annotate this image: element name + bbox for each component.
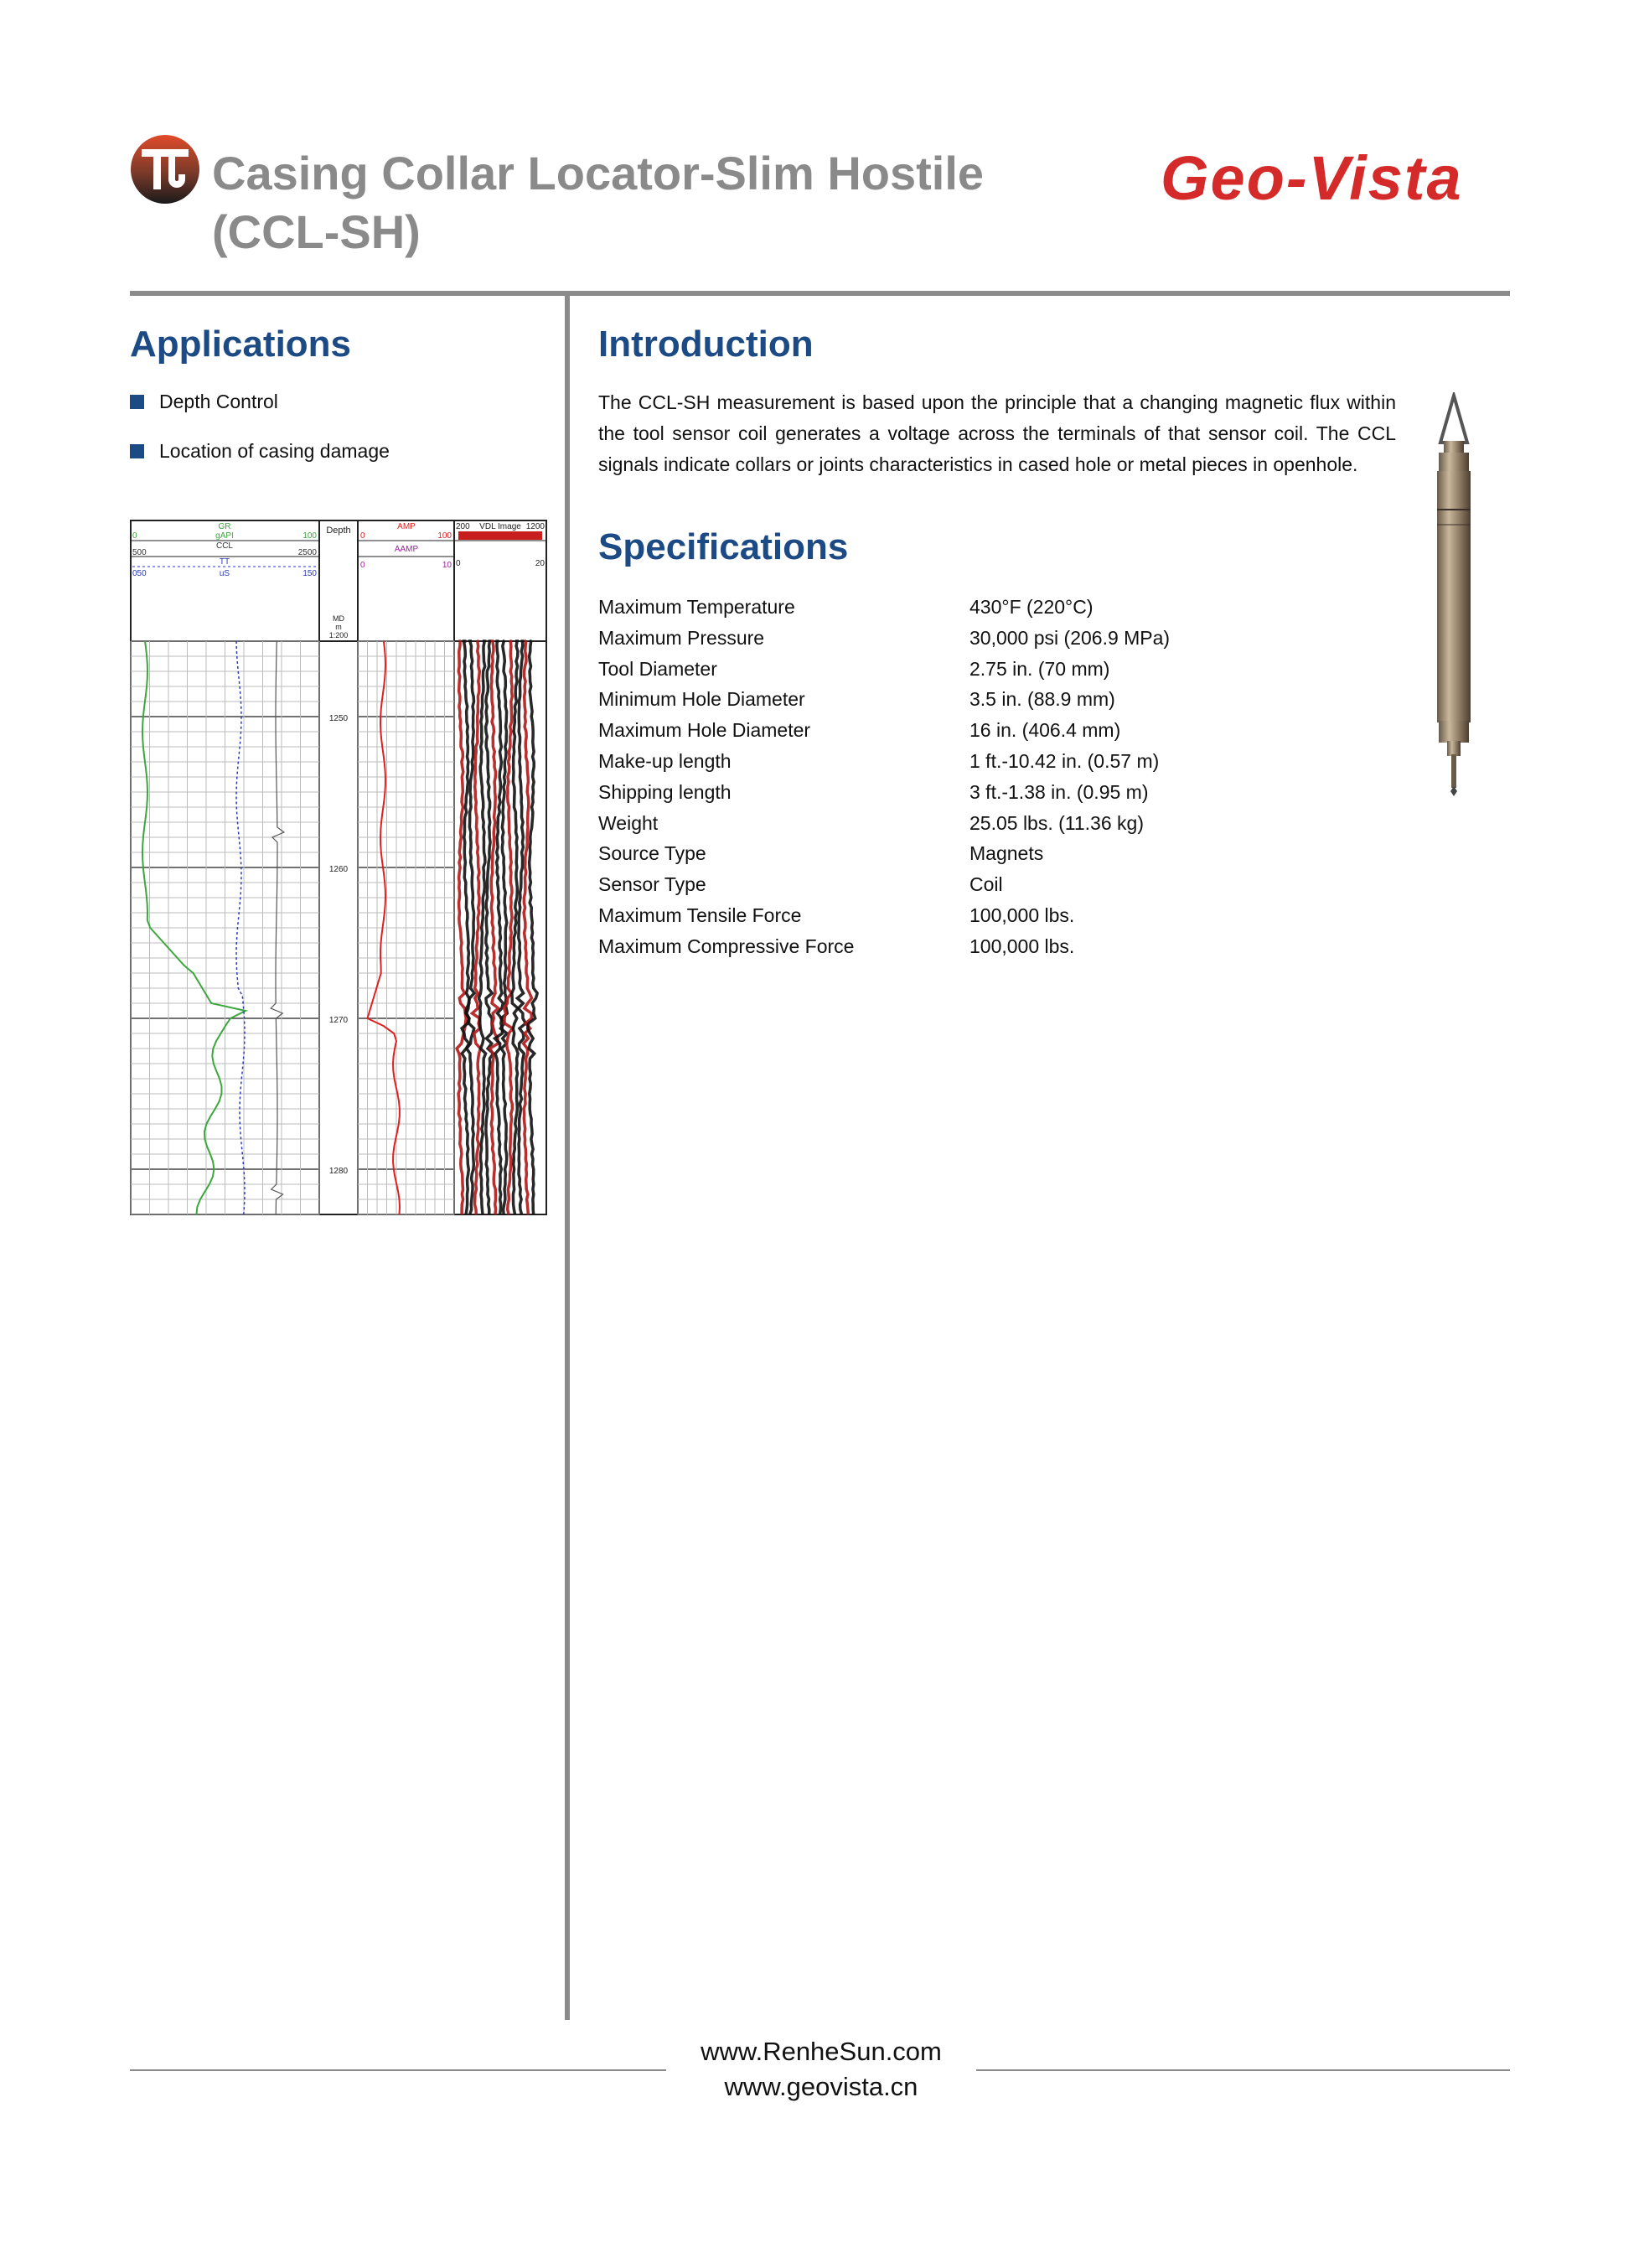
spec-label: Sensor Type [598,873,706,896]
vdl-max: 1200 [525,522,545,531]
column-divider [565,296,570,2020]
spec-value: 25.05 lbs. (11.36 kg) [969,811,1144,834]
spec-label: Maximum Pressure [598,626,765,649]
well-log-chart [130,520,547,1215]
spec-value: 2.75 in. (70 mm) [969,657,1110,680]
page-title [212,144,984,261]
ccl-min: 500 [132,548,147,557]
spec-value: 3.5 in. (88.9 mm) [969,688,1115,711]
aamp-min: 0 [360,561,365,570]
spec-label: Weight [598,811,659,834]
spec-label: Maximum Compressive Force [598,935,855,957]
bullet-square-icon [130,395,144,409]
depth-md: MD [333,614,344,623]
title-line-2: (CCL-SH) [212,205,421,258]
amp-max: 100 [437,531,452,541]
tt-unit: uS [219,569,230,578]
list-item [130,440,390,463]
header-divider [130,291,1510,296]
spec-value: Coil [969,873,1003,896]
spec-row [598,715,1170,746]
aamp-curve-name: AAMP [394,545,419,554]
spec-label: Minimum Hole Diameter [598,688,805,711]
introduction-text: The CCL-SH measurement is based upon the principle that a changing magnetic flux within the tool sensor coil generates a voltage across the terminals of that sensor coil. The CCL signals indicate collars or joints characteristics in cased hole or metal pieces in openhole. [598,391,1396,475]
spec-row [598,623,1170,654]
spec-value: 30,000 psi (206.9 MPa) [969,626,1171,649]
vdl-min: 200 [456,522,470,531]
list-item [130,391,390,413]
spec-row [598,838,1170,869]
spec-label: Shipping length [598,780,732,803]
spec-value: 3 ft.-1.38 in. (0.95 m) [969,780,1149,803]
ccl-max: 2500 [297,548,317,557]
ccl-curve-name: CCL [215,541,234,551]
spec-value: 430°F (220°C) [969,596,1094,618]
company-logo [130,134,200,205]
depth-tick-1280: 1280 [328,1167,349,1176]
aamp-max: 10 [442,561,452,570]
spec-value: 16 in. (406.4 mm) [969,719,1121,742]
spec-label: Source Type [598,842,706,865]
spec-label: Maximum Tensile Force [598,904,802,926]
specifications-table [598,592,1170,962]
depth-unit: m [335,623,342,631]
spec-row [598,777,1170,808]
spec-row [598,869,1170,900]
vdl-sub-max: 20 [535,559,545,568]
spec-row [598,931,1170,962]
tt-curve-name: TT [219,557,230,567]
list-item-label: Depth Control [159,391,278,412]
gr-curve-name: GR [218,522,231,531]
footer-url-geovista[interactable]: www.geovista.cn [724,2072,918,2101]
spec-row [598,900,1170,931]
spec-value: Magnets [969,842,1044,865]
amp-min: 0 [360,531,365,541]
list-item-label: Location of casing damage [159,440,390,462]
spec-value: 1 ft.-10.42 in. (0.57 m) [969,749,1160,772]
footer-url-renhesun[interactable]: www.RenheSun.com [701,2037,942,2066]
gr-max: 100 [302,531,317,541]
title-line-1: Casing Collar Locator-Slim Hostile [212,147,985,199]
depth-tick-1260: 1260 [328,865,349,874]
spec-row [598,592,1170,623]
tt-max: 150 [302,569,317,578]
tool-image [1429,392,1479,811]
gr-unit: gAPI [215,531,234,541]
bullet-square-icon [130,444,144,458]
amp-curve-name: AMP [397,522,416,531]
applications-heading: Applications [130,324,352,365]
spec-row [598,684,1170,715]
depth-tick-1270: 1270 [328,1016,349,1025]
specifications-heading: Specifications [598,526,849,567]
introduction-heading: Introduction [598,324,814,365]
tt-min: 050 [132,569,147,578]
vdl-name: VDL Image [479,522,521,531]
spec-label: Tool Diameter [598,657,717,680]
vdl-sub-min: 0 [456,559,461,568]
spec-value: 100,000 lbs. [969,935,1075,957]
spec-label: Make-up length [598,749,732,772]
depth-tick-1250: 1250 [328,714,349,723]
spec-label: Maximum Temperature [598,596,795,618]
brand-logo: Geo-Vista [1161,143,1463,213]
applications-list [130,391,390,463]
gr-min: 0 [132,531,137,541]
depth-header: Depth [326,526,351,536]
footer-rule-left [130,2069,666,2071]
depth-scale: 1:200 [328,631,349,639]
spec-label: Maximum Hole Diameter [598,719,811,742]
spec-row [598,654,1170,685]
spec-value: 100,000 lbs. [969,904,1075,926]
spec-row [598,746,1170,777]
spec-row [598,808,1170,839]
footer-rule-right [976,2069,1510,2071]
